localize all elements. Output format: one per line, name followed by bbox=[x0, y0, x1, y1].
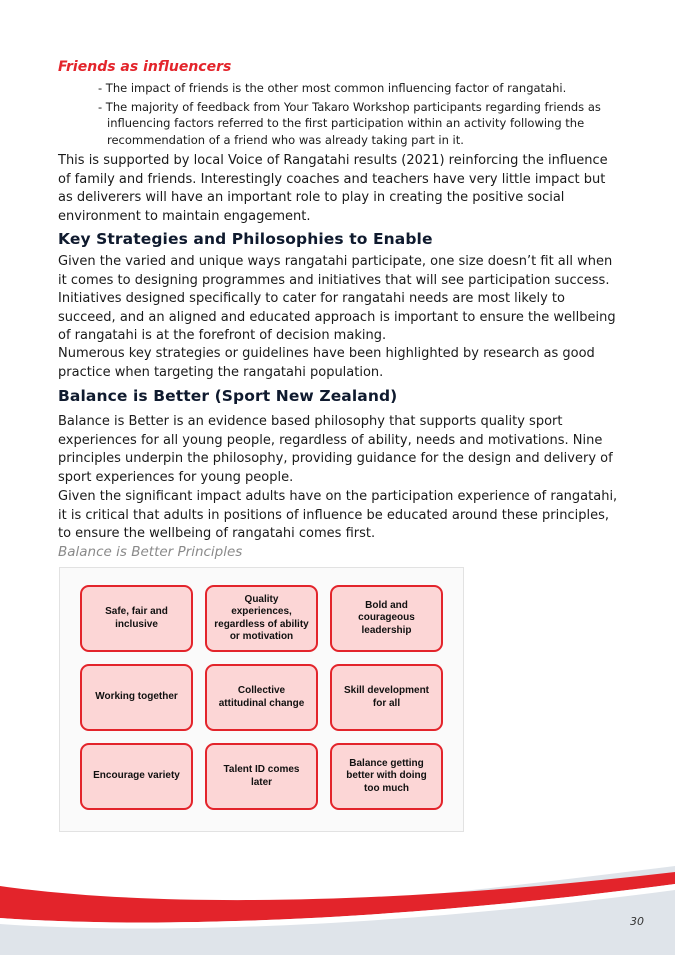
friends-paragraph: This is supported by local Voice of Rangatahi results (2021) reinforcing the influence of family and friends. Interestingly coaches and teachers have very little impact but as deliverers will have an important role to play in creating the positive social environment to maintain engagement. bbox=[58, 153, 608, 224]
bullet-item: - The majority of feedback from Your Takaro Workshop participants regarding friends as influencing factors referred to the first participation within an activity following the recommendation of a friend who was already taking part in it. bbox=[98, 99, 601, 147]
principle-card: Balance getting better with doing too much bbox=[330, 743, 443, 810]
principle-card: Skill development for all bbox=[330, 664, 443, 731]
page-number: 30 bbox=[630, 915, 644, 928]
principles-caption: Balance is Better Principles bbox=[58, 544, 243, 560]
friends-heading: Friends as influencers bbox=[58, 59, 232, 75]
balance-paragraph-2: Given the significant impact adults have on the participation experience of rangatahi, it is critical that adults in positions of influence be educated around these principles, to ensure the wellbeing of rangatahi comes first. bbox=[58, 489, 618, 542]
principle-card: Safe, fair and inclusive bbox=[80, 585, 193, 652]
key-strategies-heading: Key Strategies and Philosophies to Enable bbox=[58, 230, 433, 248]
principle-card: Encourage variety bbox=[80, 743, 193, 810]
key-strategies-paragraph-2: Numerous key strategies or guidelines have been highlighted by research as good practice when targeting the rangatahi population. bbox=[58, 346, 595, 380]
balance-heading: Balance is Better (Sport New Zealand) bbox=[58, 387, 398, 405]
principle-card: Working together bbox=[80, 664, 193, 731]
footer-swoosh-graphic bbox=[0, 860, 675, 955]
principle-card: Quality experiences, regardless of ability or motivation bbox=[205, 585, 318, 652]
balance-paragraph-1: Balance is Better is an evidence based philosophy that supports quality sport experiences for all young people, regardless of ability, needs and motivations. Nine principles underpin the philosophy, providing guidance for the design and delivery of sport experiences for young people. bbox=[58, 414, 613, 485]
friends-bullet-list bbox=[98, 80, 623, 150]
key-strategies-paragraph-1: Given the varied and unique ways rangatahi participate, one size doesn’t fit all when it comes to designing programmes and initiatives that will see participation success. Initiatives designed specifically to cater for rangatahi needs are most likely to succeed, and an aligned and educated approach is important to ensure the wellbeing of rangatahi is at the forefront of decision making. bbox=[58, 254, 616, 344]
principle-card: Bold and courageous leadership bbox=[330, 585, 443, 652]
principles-grid bbox=[59, 567, 464, 832]
principle-card: Collective attitudinal change bbox=[205, 664, 318, 731]
bullet-item: - The impact of friends is the other most common influencing factor of rangatahi. bbox=[98, 81, 567, 95]
principle-card: Talent ID comes later bbox=[205, 743, 318, 810]
